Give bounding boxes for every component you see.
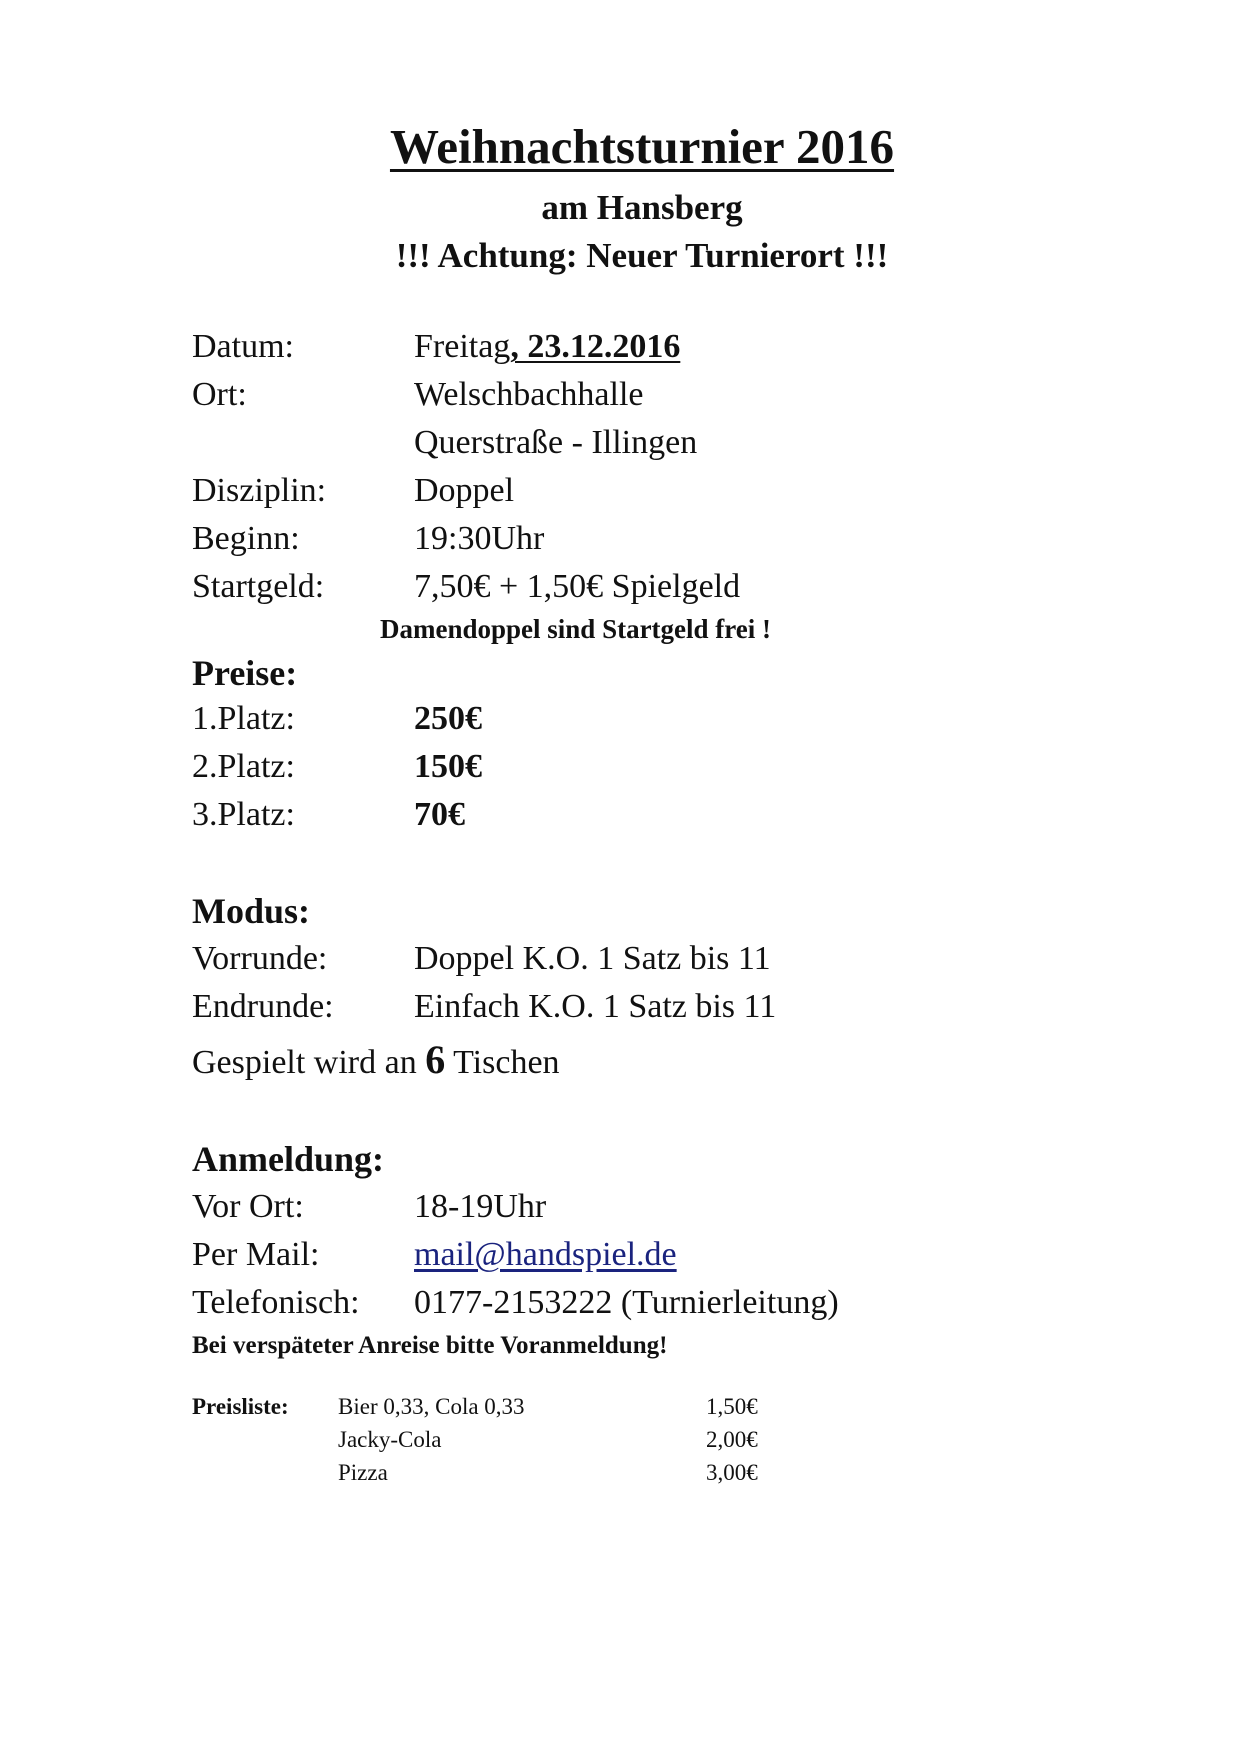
telefon-label: Telefonisch: [192,1284,360,1321]
mail-link[interactable]: mail@handspiel.de [414,1236,677,1273]
vor-ort-label: Vor Ort: [192,1188,304,1225]
preisliste-price-3: 3,00€ [706,1460,758,1485]
datum-value: , 23.12.2016 [510,328,681,365]
telefon-row [192,1284,839,1322]
preisliste-item-3: Pizza [338,1460,388,1485]
tables-count: 6 [425,1037,446,1082]
ort-value-line2: Querstraße - Illingen [414,424,698,461]
disziplin-label: Disziplin: [192,472,327,509]
tables-suffix: Tischen [445,1044,560,1081]
vor-ort-value: 18-19Uhr [414,1188,547,1225]
page-subtitle: am Hansberg [541,188,743,227]
datum-weekday: Freitag [414,328,511,365]
vorrunde-value: Doppel K.O. 1 Satz bis 11 [414,940,771,977]
anmeldung-note: Bei verspäteter Anreise bitte Voranmeldung! [192,1332,668,1359]
preis-value-1: 250€ [414,700,482,737]
preis-label-3: 3.Platz: [192,796,295,833]
ort-label: Ort: [192,376,247,413]
page-title: Weihnachtsturnier 2016 [389,119,895,174]
startgeld-label: Startgeld: [192,568,325,605]
vorrunde-row [192,940,771,978]
endrunde-label: Endrunde: [192,988,334,1025]
datum-label: Datum: [192,328,294,365]
beginn-label: Beginn: [192,520,300,557]
datum-row [192,328,680,366]
preis-row-3 [192,796,465,834]
ort-row-2 [192,424,697,462]
vorrunde-label: Vorrunde: [192,940,328,977]
telefon-value: 0177-2153222 (Turnierleitung) [414,1284,839,1321]
preise-heading: Preise: [192,653,298,693]
mail-row [192,1236,677,1274]
startgeld-value: 7,50€ + 1,50€ Spielgeld [414,568,741,605]
ort-value-line1: Welschbachhalle [414,376,644,413]
vor-ort-row [192,1188,546,1226]
preisliste-price-1: 1,50€ [706,1394,758,1419]
beginn-row [192,520,544,558]
preisliste-label: Preisliste: [192,1394,289,1419]
anmeldung-heading: Anmeldung: [192,1139,385,1179]
tables-line [192,1036,560,1083]
preis-value-2: 150€ [414,748,482,785]
beginn-value: 19:30Uhr [414,520,545,557]
disziplin-value: Doppel [414,472,515,509]
tables-prefix: Gespielt wird an [192,1044,426,1081]
preis-row-2 [192,748,482,786]
preisliste-item-1: Bier 0,33, Cola 0,33 [338,1394,525,1419]
preisliste-item-2: Jacky-Cola [338,1427,442,1452]
preisliste-price-2: 2,00€ [706,1427,758,1452]
modus-heading: Modus: [192,891,311,931]
preis-label-1: 1.Platz: [192,700,295,737]
endrunde-row [192,988,776,1026]
mail-label: Per Mail: [192,1236,320,1273]
ort-row [192,376,643,414]
preis-row-1 [192,700,482,738]
disziplin-row [192,472,514,510]
startgeld-note: Damendoppel sind Startgeld frei ! [380,614,772,644]
startgeld-row [192,568,740,606]
endrunde-value: Einfach K.O. 1 Satz bis 11 [414,988,777,1025]
location-warning: !!! Achtung: Neuer Turnierort !!! [395,236,889,275]
preis-value-3: 70€ [414,796,465,833]
preis-label-2: 2.Platz: [192,748,295,785]
